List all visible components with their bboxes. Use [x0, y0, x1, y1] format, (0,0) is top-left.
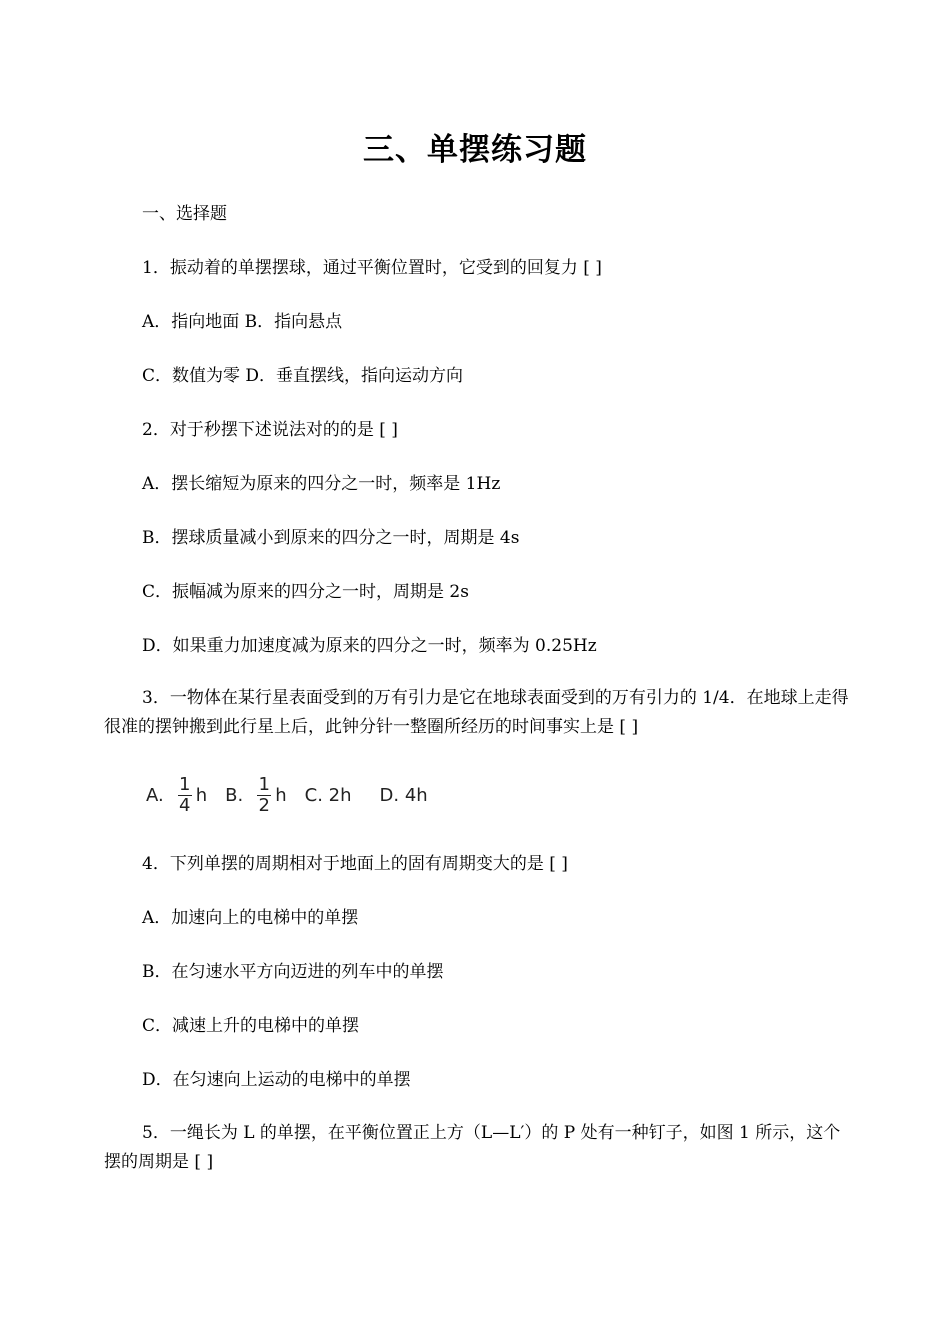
option-a-unit: h: [195, 784, 208, 806]
fraction-numerator: 1: [258, 773, 270, 795]
question-4-option-a: A．加速向上的电梯中的单摆: [142, 908, 359, 928]
fraction-denominator: 4: [178, 794, 191, 816]
question-3-stem: 3．一物体在某行星表面受到的万有引力是它在地球表面受到的万有引力的 1/4．在地球上走得很准的摆钟搬到此行星上后，此钟分针一整圈所经历的时间事实上是 [ ]: [104, 688, 849, 737]
question-2-option-b: B．摆球质量减小到原来的四分之一时，周期是 4s: [142, 528, 520, 548]
question-4-stem: 4．下列单摆的周期相对于地面上的固有周期变大的是 [ ]: [142, 854, 568, 874]
question-4-option-b: B．在匀速水平方向迈进的列车中的单摆: [142, 962, 444, 982]
question-4-option-d: D．在匀速向上运动的电梯中的单摆: [142, 1070, 411, 1090]
option-b-label: B.: [225, 784, 244, 806]
question-2-option-a: A．摆长缩短为原来的四分之一时，频率是 1Hz: [142, 474, 501, 494]
page-title: 三、单摆练习题: [363, 132, 587, 168]
question-1-stem: 1．振动着的单摆摆球，通过平衡位置时，它受到的回复力 [ ]: [142, 258, 602, 278]
section-heading: 一、选择题: [142, 204, 227, 224]
question-5-stem: 5．一绳长为 L 的单摆，在平衡位置正上方（L—L′）的 P 处有一种钉子，如图 1 所示，这个摆的周期是 [ ]: [104, 1123, 841, 1172]
question-2-option-d: D．如果重力加速度减为原来的四分之一时，频率为 0.25Hz: [142, 636, 597, 656]
fraction-denominator: 2: [258, 794, 270, 816]
question-1-options-ab: A．指向地面 B．指向悬点: [142, 312, 343, 332]
option-a-label: A.: [146, 784, 164, 806]
option-c: C. 2h: [304, 784, 352, 806]
fraction-one-quarter: [178, 775, 192, 816]
question-1-options-cd: C．数值为零 D．垂直摆线，指向运动方向: [142, 366, 464, 386]
option-b-unit: h: [275, 784, 287, 806]
question-2-option-c: C．振幅减为原来的四分之一时，周期是 2s: [142, 582, 469, 602]
question-2-stem: 2．对于秒摆下述说法对的的是 [ ]: [142, 420, 398, 440]
fraction-numerator: 1: [178, 773, 191, 795]
option-d: D. 4h: [379, 784, 428, 806]
question-4-option-c: C．减速上升的电梯中的单摆: [142, 1016, 360, 1036]
fraction-one-half: [257, 775, 271, 816]
question-3-options-image: [146, 770, 438, 820]
